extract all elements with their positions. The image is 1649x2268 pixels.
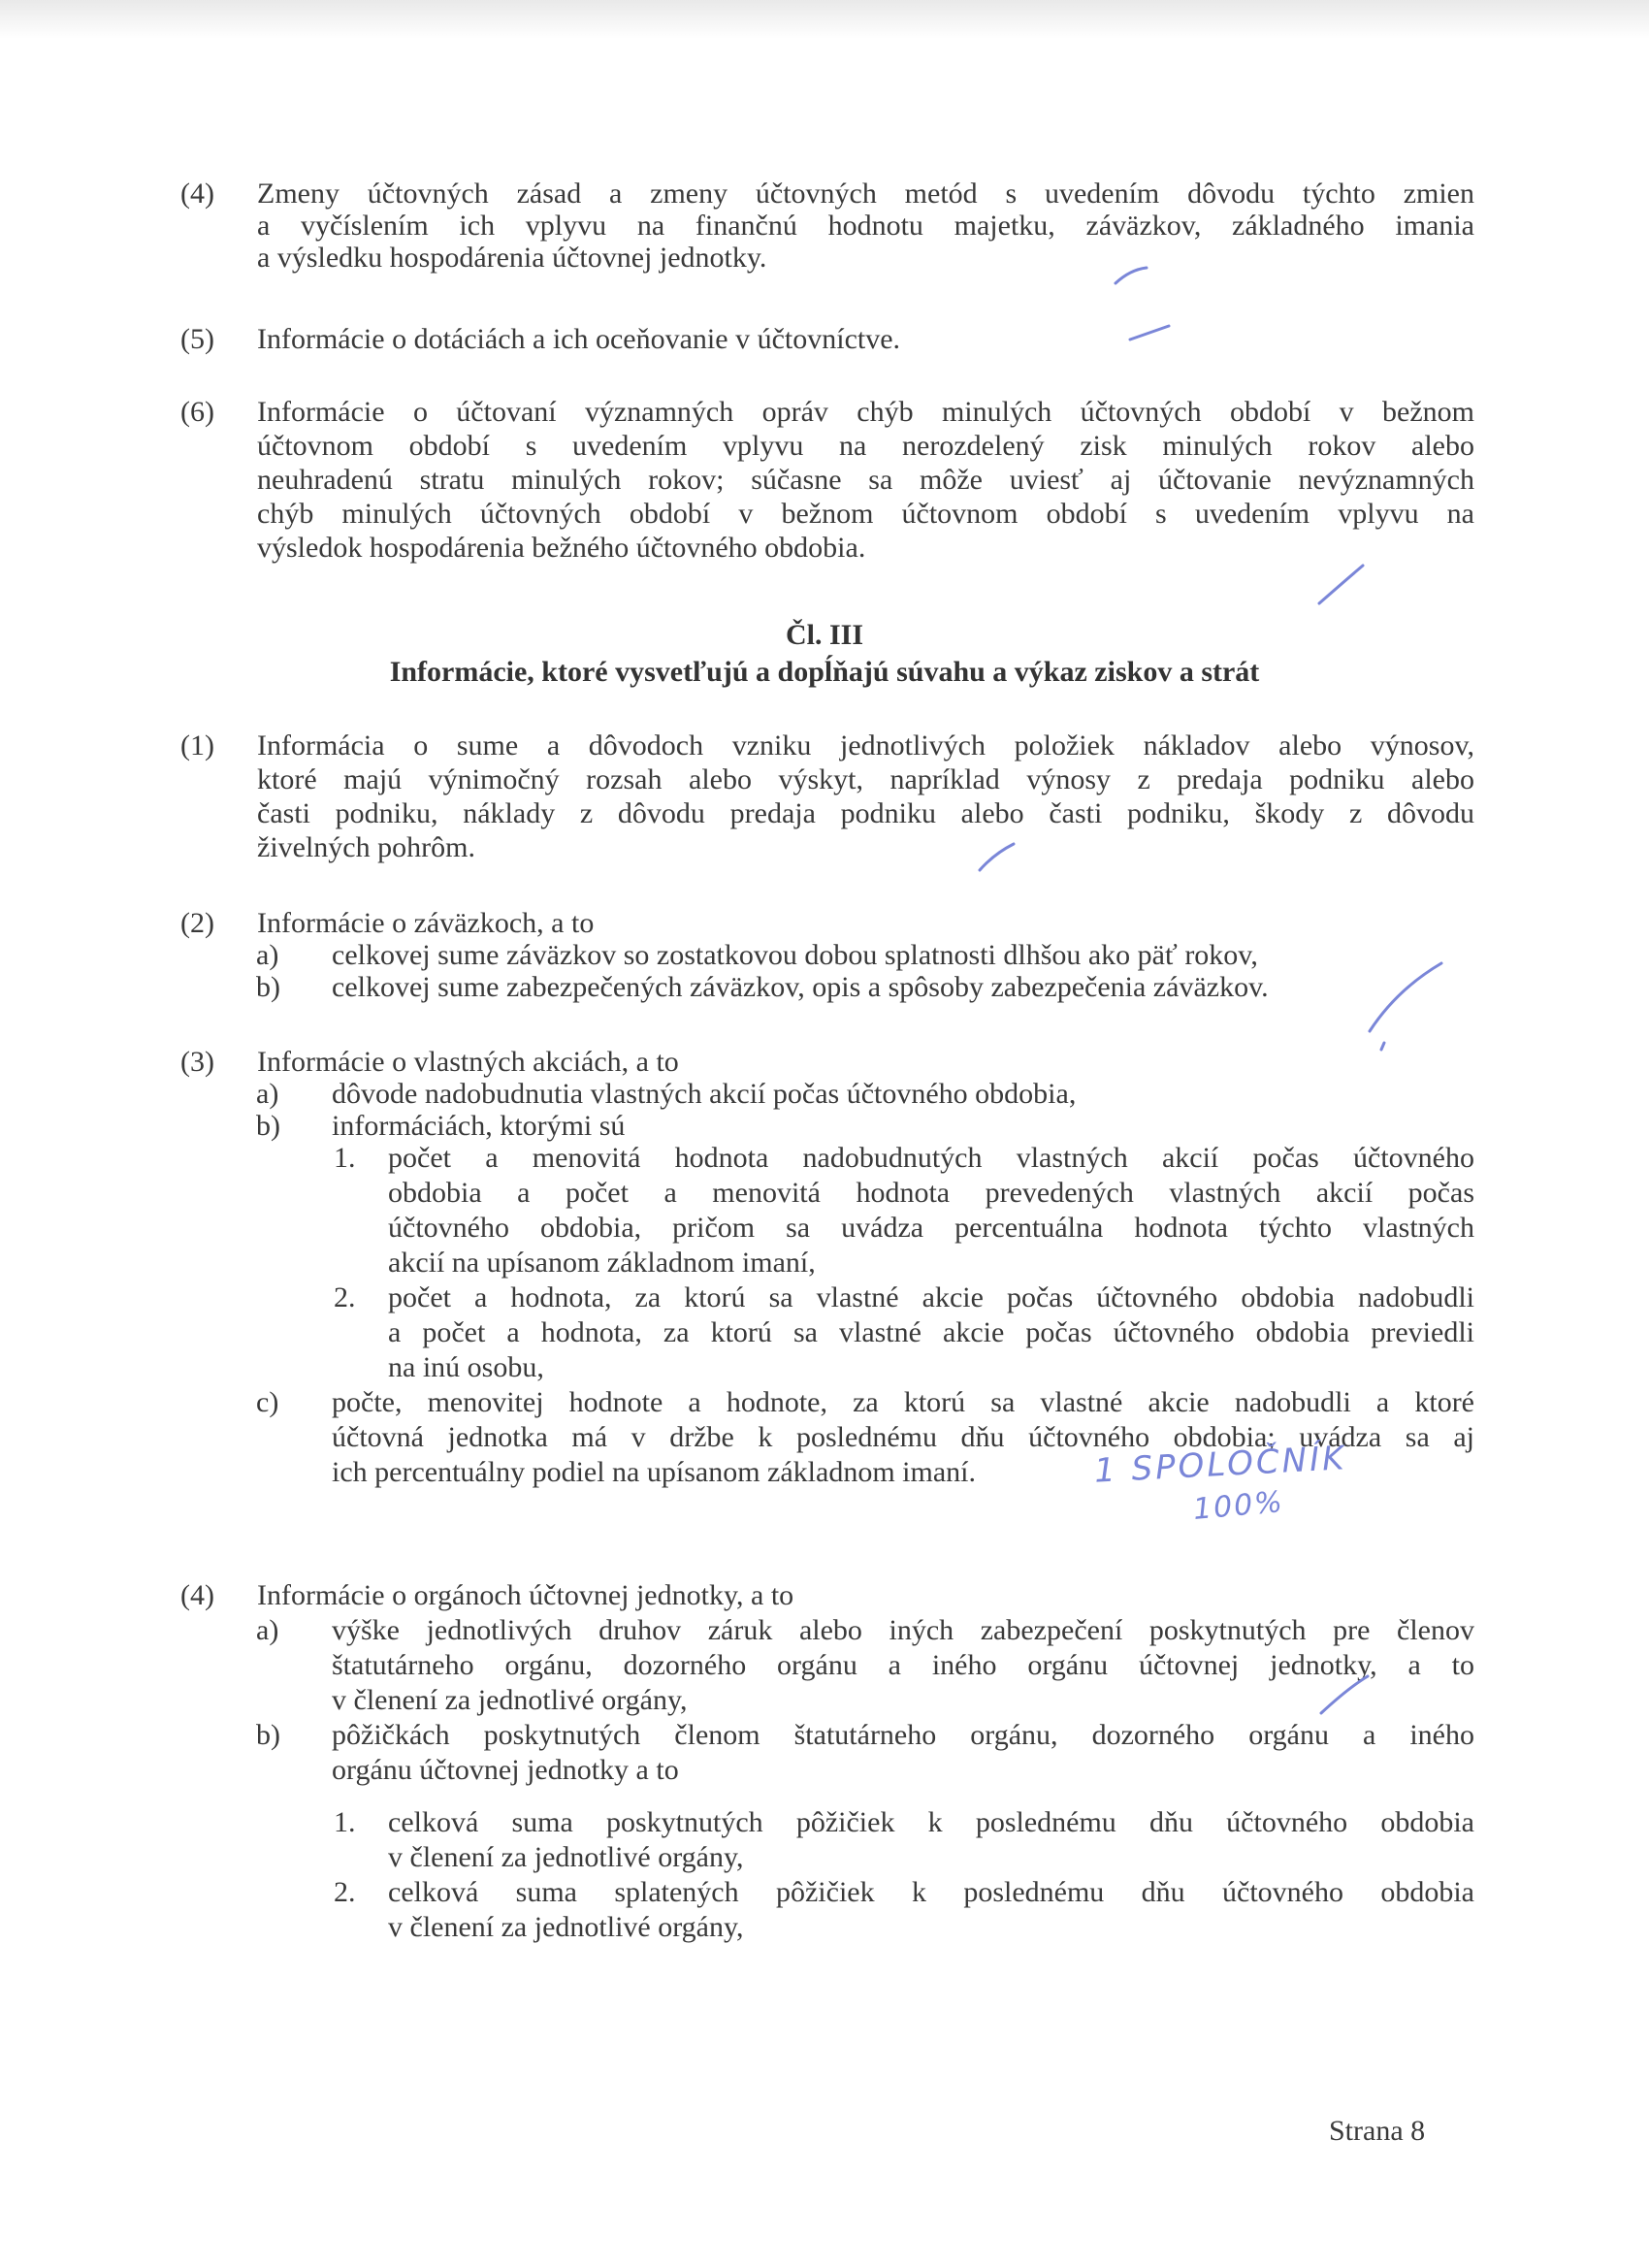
paragraph-number: (4) (180, 1579, 214, 1611)
point-label: 1. (334, 1142, 356, 1174)
sub-label: a) (256, 1614, 279, 1646)
sub-label: b) (256, 971, 280, 1003)
text-line: celková suma splatených pôžičiek k poslednému dňu účtovného obdobia (388, 1876, 1474, 1908)
paragraph-number: (2) (180, 907, 214, 939)
text-line: chýb minulých účtovných období v bežnom účtovnom období s uvedením vplyvu na (257, 498, 1474, 530)
text-line: v členení za jednotlivé orgány, (388, 1911, 744, 1943)
text-line: Informácie o účtovaní významných opráv chýb minulých účtovných období v bežnom (257, 396, 1474, 428)
text-line: Zmeny účtovných zásad a zmeny účtovných metód s uvedením dôvodu týchto zmien (257, 178, 1474, 210)
text-line: obdobia a počet a menovitá hodnota prevedených vlastných akcií počas (388, 1177, 1474, 1209)
sub-label: a) (256, 1078, 279, 1110)
text-line: a výsledku hospodárenia účtovnej jednotky. (257, 242, 767, 274)
text-line: informáciách, ktorými sú (332, 1110, 626, 1142)
text-line: časti podniku, náklady z dôvodu predaja podniku alebo časti podniku, škody z dôvodu (257, 797, 1474, 829)
check-mark-icon (1370, 963, 1441, 1031)
paragraph-number: (6) (180, 396, 214, 428)
text-line: v členení za jednotlivé orgány, (388, 1841, 744, 1873)
text-line: orgánu účtovnej jednotky a to (332, 1754, 679, 1786)
text-line: počet a menovitá hodnota nadobudnutých vlastných akcií počas účtovného (388, 1142, 1474, 1174)
text-line: účtovnom období s uvedením vplyvu na nerozdelený zisk minulých rokov alebo (257, 430, 1474, 462)
text-line: a počet a hodnota, za ktorú sa vlastné akcie počas účtovného obdobia previedli (388, 1316, 1474, 1348)
check-mark-icon (1381, 1043, 1384, 1050)
sub-label: b) (256, 1719, 280, 1751)
article-title: Informácie, ktoré vysvetľujú a dopĺňajú súvahu a výkaz ziskov a strát (389, 656, 1260, 688)
text-line: výške jednotlivých druhov záruk alebo iných zabezpečení poskytnutých pre členov (332, 1614, 1474, 1646)
check-mark-icon (980, 844, 1014, 870)
text-line: akcií na upísanom základnom imaní, (388, 1247, 816, 1279)
text-line: ich percentuálny podiel na upísanom základnom imaní. (332, 1456, 976, 1488)
paragraph-number: (5) (180, 323, 214, 355)
text-line: Informácia o sume a dôvodoch vzniku jednotlivých položiek nákladov alebo výnosov, (257, 729, 1474, 761)
text-line: štatutárneho orgánu, dozorného orgánu a iného orgánu účtovnej jednotky, a to (332, 1649, 1474, 1681)
paragraph-intro: Informácie o orgánoch účtovnej jednotky, a to (257, 1579, 794, 1611)
text-line: neuhradenú stratu minulých rokov; súčasne sa môže uviesť aj účtovanie nevýznamných (257, 464, 1474, 496)
text-line: celkovej sume záväzkov so zostatkovou dobou splatnosti dlhšou ako päť rokov, (332, 939, 1258, 971)
text-line: živelných pohrôm. (257, 831, 475, 863)
sub-label: b) (256, 1110, 280, 1142)
paragraph-number: (3) (180, 1046, 214, 1078)
text-line: v členení za jednotlivé orgány, (332, 1684, 688, 1716)
point-label: 2. (334, 1876, 356, 1908)
text-line: na inú osobu, (388, 1351, 544, 1383)
sub-label: a) (256, 939, 279, 971)
text-line: Informácie o dotáciách a ich oceňovanie v účtovníctve. (257, 323, 901, 355)
sub-label: c) (256, 1386, 279, 1418)
point-label: 2. (334, 1281, 356, 1313)
article-number: Čl. III (785, 619, 864, 651)
paragraph-number: (1) (180, 729, 214, 761)
paragraph-number: (4) (180, 178, 214, 210)
check-mark-icon (1319, 566, 1363, 603)
text-line: výsledok hospodárenia bežného účtovného obdobia. (257, 532, 866, 564)
handwritten-note-percent: 100% (1191, 1484, 1286, 1528)
check-mark-icon (1116, 268, 1147, 283)
text-line: ktoré majú výnimočný rozsah alebo výskyt, napríklad výnosy z predaja podniku alebo (257, 763, 1474, 795)
text-line: počet a hodnota, za ktorú sa vlastné akcie počas účtovného obdobia nadobudli (388, 1281, 1474, 1313)
page-number: Strana 8 (1329, 2115, 1426, 2147)
text-line: účtovného obdobia, pričom sa uvádza percentuálna hodnota týchto vlastných (388, 1212, 1474, 1244)
text-line: celková suma poskytnutých pôžičiek k poslednému dňu účtovného obdobia (388, 1806, 1474, 1838)
text-line: celkovej sume zabezpečených záväzkov, opis a spôsoby zabezpečenia záväzkov. (332, 971, 1269, 1003)
point-label: 1. (334, 1806, 356, 1838)
text-line: počte, menovitej hodnote a hodnote, za ktorú sa vlastné akcie nadobudli a ktoré (332, 1386, 1474, 1418)
text-line: a vyčíslením ich vplyvu na finančnú hodnotu majetku, záväzkov, základného imania (257, 210, 1474, 242)
text-line: pôžičkách poskytnutých členom štatutárneho orgánu, dozorného orgánu a iného (332, 1719, 1474, 1751)
check-mark-icon (1130, 326, 1169, 340)
handwritten-note-shareholders: 1 SPOLOČNÍK (1093, 1439, 1348, 1491)
text-line: účtovná jednotka má v držbe k poslednému dňu účtovného obdobia; uvádza sa aj (332, 1421, 1474, 1453)
paragraph-intro: Informácie o vlastných akciách, a to (257, 1046, 679, 1078)
check-mark-icon (1321, 1676, 1368, 1713)
paragraph-intro: Informácie o záväzkoch, a to (257, 907, 595, 939)
text-line: dôvode nadobudnutia vlastných akcií počas účtovného obdobia, (332, 1078, 1077, 1110)
